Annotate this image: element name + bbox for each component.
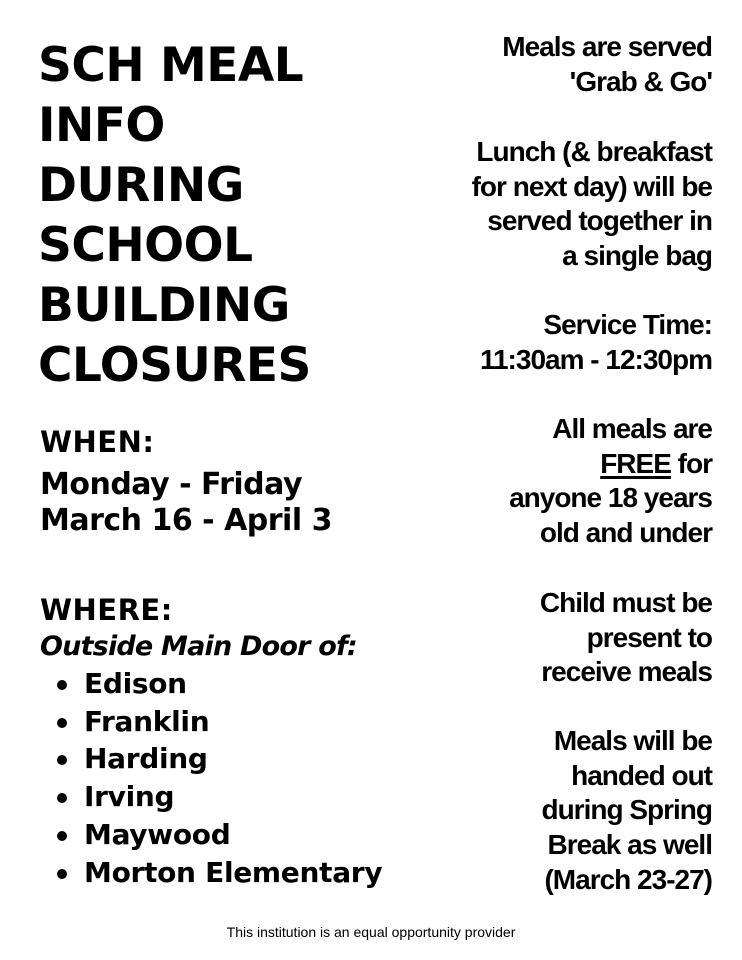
spring-line: (March 23-27) [544, 863, 712, 895]
list-item [40, 816, 400, 854]
spring-line: during Spring [541, 794, 712, 826]
bullet-icon [57, 793, 67, 803]
title-line: SCHOOL [38, 218, 253, 273]
title-line: CLOSURES [38, 338, 311, 393]
list-item [40, 740, 400, 778]
lunch-block [392, 135, 712, 274]
page-title [38, 36, 378, 396]
child-line: present to [586, 621, 712, 653]
free-line: old and under [539, 517, 712, 549]
school-name: Franklin [84, 704, 210, 738]
bullet-icon [57, 869, 67, 879]
free-word: FREE [600, 447, 671, 479]
free-suffix: for [670, 447, 712, 479]
bullet-icon [57, 680, 67, 690]
bullet-icon [57, 831, 67, 841]
footer-disclaimer: This institution is an equal opportunity provider [226, 924, 516, 940]
service-time-block [392, 308, 712, 377]
title-line: BUILDING [38, 278, 290, 333]
when-days: Monday - Friday [40, 467, 303, 502]
school-name: Maywood [84, 817, 231, 851]
spring-break-block [392, 724, 712, 898]
service-line: Service Time: [543, 309, 712, 340]
grab-and-go-block [392, 30, 712, 99]
where-section [40, 593, 400, 891]
child-line: Child must be [539, 587, 712, 618]
lunch-line: a single bag [562, 240, 712, 272]
list-item [40, 665, 400, 703]
lunch-line: served together in [487, 205, 712, 237]
school-name: Morton Elementary [84, 855, 383, 889]
title-line: DURING [38, 158, 244, 213]
free-meals-block [392, 412, 712, 551]
school-name: Irving [84, 780, 175, 814]
free-line [392, 447, 712, 482]
spring-line: Break as well [547, 829, 712, 861]
when-dates: March 16 - April 3 [40, 503, 332, 538]
grab-go-line: 'Grab & Go' [569, 65, 712, 97]
grab-go-line: Meals are served [502, 31, 712, 62]
free-line: All meals are [552, 413, 712, 444]
title-line: SCH MEAL [38, 38, 304, 93]
free-line: anyone 18 years [509, 482, 712, 514]
title-line: INFO [38, 98, 165, 153]
list-item [40, 854, 400, 892]
spring-line: handed out [571, 759, 712, 791]
lunch-line: Lunch (& breakfast [476, 136, 712, 167]
spring-line: Meals will be [553, 725, 712, 756]
school-name: Harding [84, 742, 208, 776]
child-present-block [392, 586, 712, 690]
list-item [40, 703, 400, 741]
where-subheading: Outside Main Door of: [40, 631, 357, 662]
school-name: Edison [84, 667, 187, 700]
when-heading: WHEN: [40, 425, 155, 459]
bullet-icon [57, 755, 67, 765]
school-list [40, 665, 400, 891]
child-line: receive meals [541, 656, 712, 688]
when-section [40, 425, 400, 539]
service-line: 11:30am - 12:30pm [479, 343, 712, 375]
bullet-icon [57, 718, 67, 728]
where-heading: WHERE: [40, 593, 173, 627]
list-item [40, 778, 400, 816]
lunch-line: for next day) will be [471, 170, 712, 202]
